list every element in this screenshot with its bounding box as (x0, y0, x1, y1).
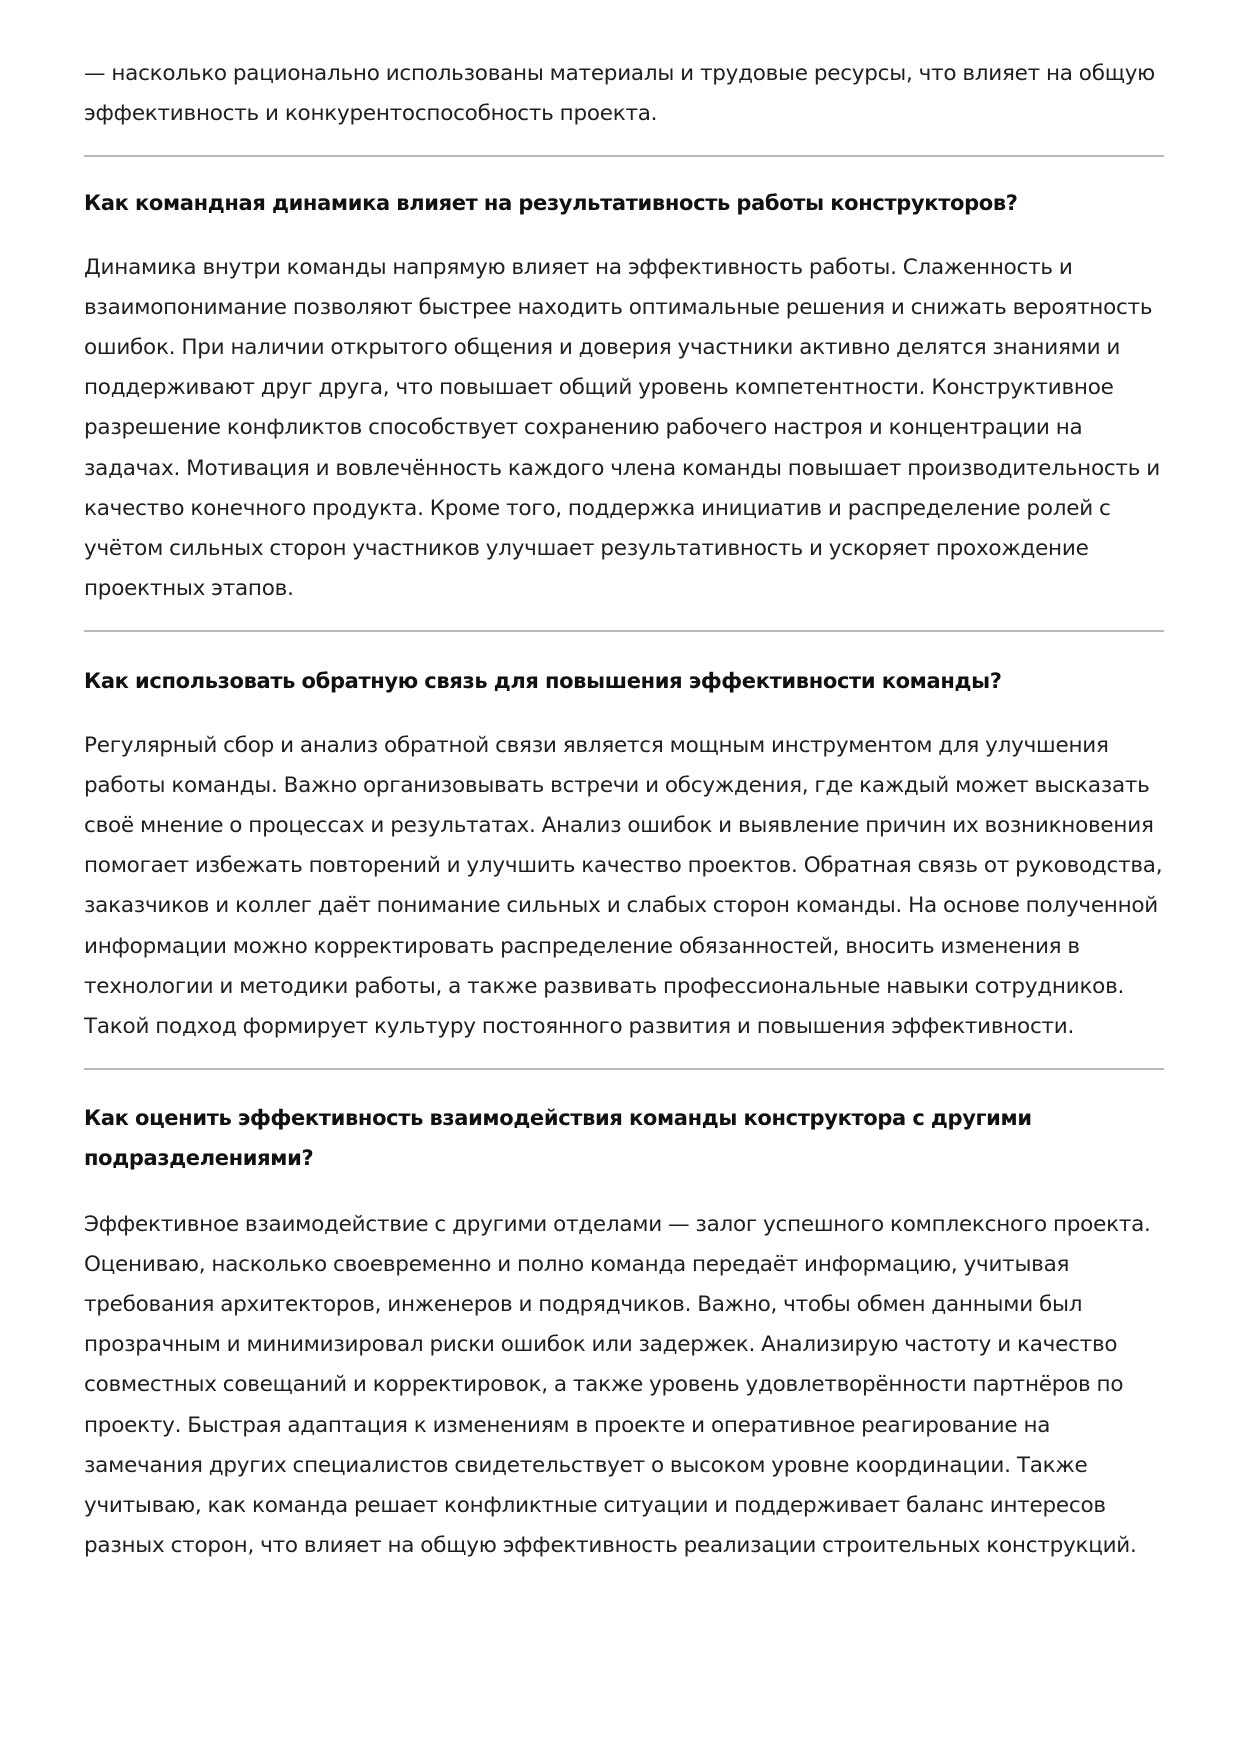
faq-answer: Эффективное взаимодействие с другими отделами — залог успешного комплексного проекта. Оцениваю, насколько своевременно и полно команда передаёт информацию, учитывая требования архитекторов, инженеров и подрядчиков. Важно, чтобы обмен данными был прозрачным и минимизировал риски ошибок или задержек. Анализирую частоту и качество совместных совещаний и корректировок, а также уровень удовлетворённости партнёров по проекту. Быстрая адаптация к изменениям в проекте и оперативное реагирование на замечания других специалистов свидетельствует о высоком уровне координации. Также учитываю, как команда решает конфликтные ситуации и поддерживает баланс интересов разных сторон, что влияет на общую эффективность реализации строительных конструкций. (84, 1211, 1151, 1559)
faq-section (84, 661, 1164, 1070)
faq-section (84, 183, 1164, 632)
faq-answer: Динамика внутри команды напрямую влияет на эффективность работы. Слаженность и взаимопонимание позволяют быстрее находить оптимальные решения и снижать вероятность ошибок. При наличии открытого общения и доверия участники активно делятся знаниями и поддерживают друг друга, что повышает общий уровень компетентности. Конструктивное разрешение конфликтов способствует сохранению рабочего настроя и концентрации на задачах. Мотивация и вовлечённость каждого члена команды повышает производительность и качество конечного продукта. Кроме того, поддержка инициатив и распределение ролей с учётом сильных сторон участников улучшает результативность и ускоряет прохождение проектных этапов. (84, 254, 1160, 602)
faq-section (84, 1098, 1164, 1566)
section-divider (84, 1068, 1164, 1070)
faq-question: Как командная динамика влияет на результативность работы конструкторов? (84, 191, 1018, 216)
section-divider (84, 155, 1164, 157)
faq-question: Как оценить эффективность взаимодействия команды конструктора с другими подразделениями? (84, 1106, 1032, 1171)
faq-answer: Регулярный сбор и анализ обратной связи является мощным инструментом для улучшения работы команды. Важно организовывать встречи и обсуждения, где каждый может высказать своё мнение о процессах и результатах. Анализ ошибок и выявление причин их возникновения помогает избежать повторений и улучшить качество проектов. Обратная связь от руководства, заказчиков и коллег даёт понимание сильных и слабых сторон команды. На основе полученной информации можно корректировать распределение обязанностей, вносить изменения в технологии и методики работы, а также развивать профессиональные навыки сотрудников. Такой подход формирует культуру постоянного развития и повышения эффективности. (84, 732, 1163, 1040)
intro-paragraph: — насколько рационально использованы материалы и трудовые ресурсы, что влияет на общую эффективность и конкурентоспособность проекта. (84, 61, 1156, 127)
section-divider (84, 630, 1164, 632)
document-page (84, 54, 1164, 1567)
faq-question: Как использовать обратную связь для повышения эффективности команды? (84, 669, 1002, 694)
